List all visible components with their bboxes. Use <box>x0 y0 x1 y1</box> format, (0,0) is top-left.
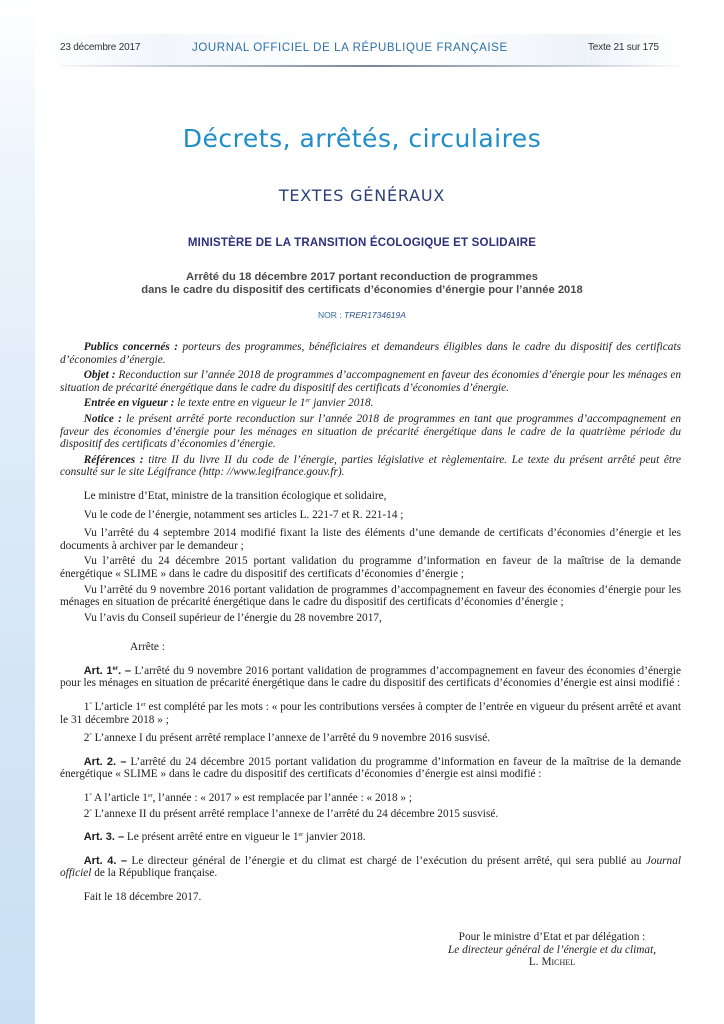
header-date: 23 décembre 2017 <box>60 42 141 53</box>
summary-entree-en-vigueur <box>60 397 681 410</box>
summary-label: Entrée en vigueur : <box>83 397 175 410</box>
article-2 <box>60 756 681 781</box>
item-number: 2 <box>83 807 90 820</box>
item-text: L’article 1 <box>91 701 141 714</box>
article-label: Art. 4. – <box>83 854 128 867</box>
header-divider <box>60 65 680 67</box>
article-1-item-1 <box>60 701 681 726</box>
visa: Vu l’arrêté du 4 septembre 2014 modifié fixant la liste des éléments d’une demande de certificats d’économies d’énergie et les documents à archiver par le demandeur ; <box>60 527 681 552</box>
summary-text: le texte entre en vigueur le 1 <box>174 397 306 410</box>
item-number: 2 <box>83 732 90 745</box>
document-body <box>60 341 681 904</box>
page-title: Décrets, arrêtés, circulaires <box>182 124 542 153</box>
item-text: A l’article 1 <box>91 792 148 805</box>
ministry-name: MINISTÈRE DE LA TRANSITION ÉCOLOGIQUE ET SOLIDAIRE <box>187 237 537 249</box>
visa: Vu l’avis du Conseil supérieur de l’énergie du 28 novembre 2017, <box>83 611 382 624</box>
summary-label: Notice : <box>83 412 122 425</box>
summary-text: janvier 2018. <box>310 397 374 410</box>
signature-block <box>380 931 724 969</box>
superscript: er <box>305 398 311 405</box>
superscript: er <box>147 793 153 800</box>
nor-reference <box>0 310 724 320</box>
arrete-title-line2: dans le cadre du dispositif des certificats d’économies d’énergie pour l’année 2018 <box>141 284 583 296</box>
nor-value: TRER1734619A <box>344 310 406 320</box>
article-dash: . – <box>118 664 132 677</box>
summary-publics <box>60 341 681 366</box>
arrete-title <box>0 271 724 297</box>
superscript: er <box>141 702 146 709</box>
summary-notice <box>60 413 681 451</box>
signature-delegation: Pour le ministre d’Etat et par délégation : <box>458 931 646 943</box>
journal-officiel-italic: Journal officiel <box>60 854 681 880</box>
degree-mark: ° <box>89 702 92 709</box>
degree-mark: ° <box>89 808 92 815</box>
item-number: 1 <box>83 701 90 714</box>
superscript: er <box>298 832 304 839</box>
signature-name <box>380 956 724 969</box>
summary-objet <box>60 369 681 394</box>
superscript: er <box>112 665 119 672</box>
page-margin-strip <box>0 0 35 1024</box>
summary-text: titre II du livre II du code de l’énergie, parties législative et règlementaire. Le texte du présent arrêté peut être consulté sur le site Légifrance (http: //www.legifrance.gouv.fr). <box>60 453 682 479</box>
summary-text: porteurs des programmes, bénéficiaires et demandeurs éligibles dans le cadre du dispositif des certificats d’économies d’énergie. <box>60 341 681 366</box>
preamble-intro: Le ministre d’Etat, ministre de la transition écologique et solidaire, <box>83 489 387 502</box>
degree-mark: ° <box>89 793 92 800</box>
arrete-word: Arrête : <box>130 641 165 654</box>
summary-references <box>60 454 681 479</box>
nor-label: NOR : <box>318 310 345 320</box>
article-text: L’arrêté du 24 décembre 2015 portant validation du programme d’information en faveur de la maîtrise de la demande énergétique « SLIME » dans le cadre du dispositif des certificats d’économies d’énergie est ainsi modifié : <box>60 755 681 781</box>
item-text: , l’année : « 2017 » est remplacée par l’année : « 2018 » ; <box>152 792 413 805</box>
visa: Vu l’arrêté du 9 novembre 2016 portant validation de programmes d’accompagnement en faveur des économies d’énergie pour les ménages en situation de précarité énergétique dans le cadre du dispositif des certificats d’économies d’énergie ; <box>60 583 681 609</box>
visa: Vu l’arrêté du 24 décembre 2015 portant validation du programme d’information en faveur de la maîtrise de la demande énergétique « SLIME » dans le cadre du dispositif des certificats d’économies d’énergie ; <box>60 555 681 580</box>
header-journal-name: JOURNAL OFFICIEL DE LA RÉPUBLIQUE FRANÇAISE <box>192 42 508 54</box>
summary-block <box>60 341 681 479</box>
article-1-item-2 <box>60 732 681 745</box>
section-title: TEXTES GÉNÉRAUX <box>278 186 446 205</box>
signature-title-text: Le directeur général de l’énergie et du climat, <box>447 943 657 956</box>
signature-initial: L. <box>528 956 542 969</box>
article-3 <box>60 831 681 844</box>
article-label: Art. 3. – <box>83 831 125 844</box>
signature-title <box>380 944 724 957</box>
article-text: Le présent arrêté entre en vigueur le 1 <box>124 831 299 844</box>
article-2-item-1 <box>60 792 681 805</box>
summary-text: le présent arrêté porte reconduction sur l’année 2018 de programmes en tant que programmes d’accompagnement en faveur des économies d’énergie pour les ménages en situation de précarité énergétique dans le cadre de la quatrième période du dispositif des certificats d’économies d’énergie. <box>60 412 681 451</box>
article-text: de la République française. <box>91 867 218 880</box>
header-text-number: Texte 21 sur 175 <box>588 42 659 53</box>
article-label <box>84 665 131 677</box>
summary-label: Références : <box>83 453 144 466</box>
summary-label: Publics concernés : <box>83 341 179 353</box>
article-text: Le directeur général de l’énergie et du climat est chargé de l’exécution du présent arrêté, qui sera publié au <box>127 854 646 867</box>
article-number: Art. 1 <box>83 664 113 677</box>
article-1 <box>60 665 681 690</box>
degree-mark: ° <box>89 733 92 740</box>
summary-text: Reconduction sur l’année 2018 de programmes d’accompagnement en faveur des économies d’énergie pour les ménages en situation de précarité énergétique dans le cadre du dispositif des certificats d’économies d’énergie. <box>60 369 682 394</box>
item-text: est complété par les mots : « pour les contributions versées à compter de l’entrée en vigueur du présent arrêté et avant le 31 décembre 2018 » ; <box>60 701 681 726</box>
article-2-item-2 <box>60 808 681 821</box>
article-4 <box>60 855 681 880</box>
visa: Vu le code de l’énergie, notamment ses articles L. 221-7 et R. 221-14 ; <box>83 508 404 521</box>
article-text: L’arrêté du 9 novembre 2016 portant validation de programmes d’accompagnement en faveur des économies d’énergie pour les ménages en situation de précarité énergétique dans le cadre du dispositif des certificats d’économies d’énergie est ainsi modifié : <box>60 664 682 690</box>
article-text: janvier 2018. <box>303 831 366 844</box>
summary-label: Objet : <box>83 369 116 382</box>
arrete-title-line1: Arrêté du 18 décembre 2017 portant reconduction de programmes <box>186 271 538 283</box>
signature-surname: Michel <box>541 956 576 969</box>
fait-le: Fait le 18 décembre 2017. <box>83 891 202 903</box>
item-number: 1 <box>83 792 90 805</box>
item-text: L’annexe II du présent arrêté remplace l’annexe de l’arrêté du 24 décembre 2015 susvisé. <box>91 807 499 820</box>
article-label: Art. 2. – <box>83 755 127 768</box>
item-text: L’annexe I du présent arrêté remplace l’annexe de l’arrêté du 9 novembre 2016 susvisé. <box>91 732 491 745</box>
